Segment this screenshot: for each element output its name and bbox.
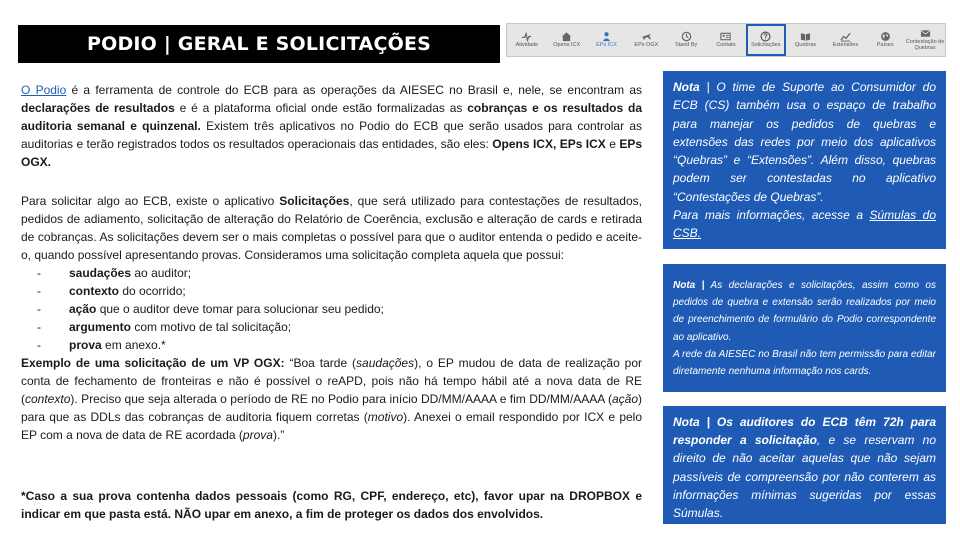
toolbar-item-atividade[interactable]: [507, 24, 547, 56]
toolbar-item-label: Extensões: [832, 42, 859, 49]
person-icon: [601, 31, 612, 42]
clock-icon: [681, 31, 692, 42]
toolbar-item-label: Contato: [716, 42, 736, 49]
podio-app-toolbar: [506, 23, 946, 57]
toolbar-item-quebras[interactable]: [786, 24, 826, 56]
mail-icon: [920, 28, 931, 39]
solicitacoes-section: [21, 192, 642, 444]
activity-icon: [521, 31, 532, 42]
page-title: PODIO | GERAL E SOLICITAÇÕES: [18, 25, 500, 63]
note-auditores: Nota | Os auditores do ECB têm 72h para responder a solicitação, e se reservam no direito de não aceitar aquelas que não sejam passíveis de compreensão por não conterem as informações mínimas sugeridas por essas Súmulas.: [663, 406, 946, 524]
toolbar-item-label: Stand By: [674, 42, 698, 49]
toolbar-item-label: Solicitações: [751, 42, 781, 49]
list-item: - contexto do ocorrido;: [21, 282, 642, 300]
toolbar-item-opens-icx[interactable]: [547, 24, 587, 56]
sumulas-csb-link[interactable]: Súmulas do CSB.: [673, 208, 936, 241]
toolbar-item-contestacao-de-quebras[interactable]: [905, 24, 945, 56]
toolbar-item-label: EPs ICX: [596, 42, 617, 49]
note-declaracoes: Nota | As declarações e solicitações, assim como os pedidos de quebra e extensão serão realizados por meio de preenchimento de formulário do Podio correspondente ao aplicativo. A rede da AIESEC no Brasil não tem permissão para editar diretamente nenhuma informação nos cards.: [663, 264, 946, 392]
list-item: - ação que o auditor deve tomar para solucionar seu pedido;: [21, 300, 642, 318]
toolbar-item-label: Quebras: [795, 42, 817, 49]
toolbar-item-label: EPs OGX: [634, 42, 659, 49]
toolbar-item-eps-icx[interactable]: [587, 24, 627, 56]
list-item: - prova em anexo.*: [21, 336, 642, 354]
toolbar-item-eps-ogx[interactable]: [626, 24, 666, 56]
footnote: *Caso a sua prova contenha dados pessoais (como RG, CPF, endereço, etc), favor upar na DROPBOX e indicar em que pasta está. NÃO upar em anexo, a fim de proteger os dados dos envolvidos.: [21, 489, 642, 521]
globe-icon: [880, 31, 891, 42]
requirements-list: [21, 264, 642, 354]
toolbar-item-stand-by[interactable]: [666, 24, 706, 56]
podio-link[interactable]: O Podio: [21, 83, 67, 97]
intro-paragraph: O Podio é a ferramenta de controle do ECB para as operações da AIESEC no Brasil e, nele, se encontram as declarações de resultados e é a plataforma oficial onde estão formalizadas as cobranças e os resultados da auditoria semanal e quinzenal. Existem três aplicativos no Podio do ECB que serão usados para controlar as auditorias e terão registrados todos os resultados operacionais das entidades, são eles: Opens ICX, EPs ICX e EPs OGX.: [21, 83, 643, 169]
note-cs-team: Nota | O time de Suporte ao Consumidor do ECB (CS) também usa o espaço de trabalho para manejar os pedidos de quebras e extensões das redes por meio dos aplicativos “Quebras” e “Extensões”. Além disso, quebras podem ser contestadas no aplicativo “Contestações de Quebras”. Para mais informações, acesse a Súmulas do CSB.: [663, 71, 946, 249]
home-icon: [561, 31, 572, 42]
toolbar-item-label: Contestação de Quebras: [905, 39, 945, 51]
list-item: - saudações ao auditor;: [21, 264, 642, 282]
help-circle-icon: [760, 31, 771, 42]
toolbar-item-solicitacoes[interactable]: [746, 24, 786, 56]
toolbar-item-contato[interactable]: [706, 24, 746, 56]
chart-icon: [840, 31, 851, 42]
toolbar-item-label: Atividade: [515, 42, 539, 49]
toolbar-item-label: Países: [876, 42, 894, 49]
contact-card-icon: [720, 31, 731, 42]
solicitacoes-paragraph: Para solicitar algo ao ECB, existe o aplicativo Solicitações, que será utilizado para contestações de resultados, pedidos de adiamento, solicitação de alteração do Relatório de Coerência, exclusão e alteração de cards e retirada de cobranças. As solicitações devem ser o mais completas o possível para que o auditor entenda o pedido e aceite-o, quando possível apresentando provas. Consideramos uma solicitação completa aquela que possui:: [21, 194, 642, 262]
toolbar-item-paises[interactable]: [865, 24, 905, 56]
book-icon: [800, 31, 811, 42]
toolbar-item-label: Opens ICX: [553, 42, 581, 49]
toolbar-item-extensoes[interactable]: [826, 24, 866, 56]
plane-icon: [641, 31, 652, 42]
list-item: - argumento com motivo de tal solicitação;: [21, 318, 642, 336]
example-paragraph: Exemplo de uma solicitação de um VP OGX: “Boa tarde (saudações), o EP mudou de data de realização por conta de fechamento de fronteiras e não é possível o reAPD, pois não há tempo hábil até a nova data de RE (contexto). Preciso que seja alterada o período de RE no Podio para início DD/MM/AAAA e fim DD/MM/AAAA (ação) para que as DDLs das cobranças de auditoria fiquem corretas (motivo). Anexei o email respondido por ICX e pelo EP com a nova de data de RE acordada (prova).”: [21, 356, 643, 442]
